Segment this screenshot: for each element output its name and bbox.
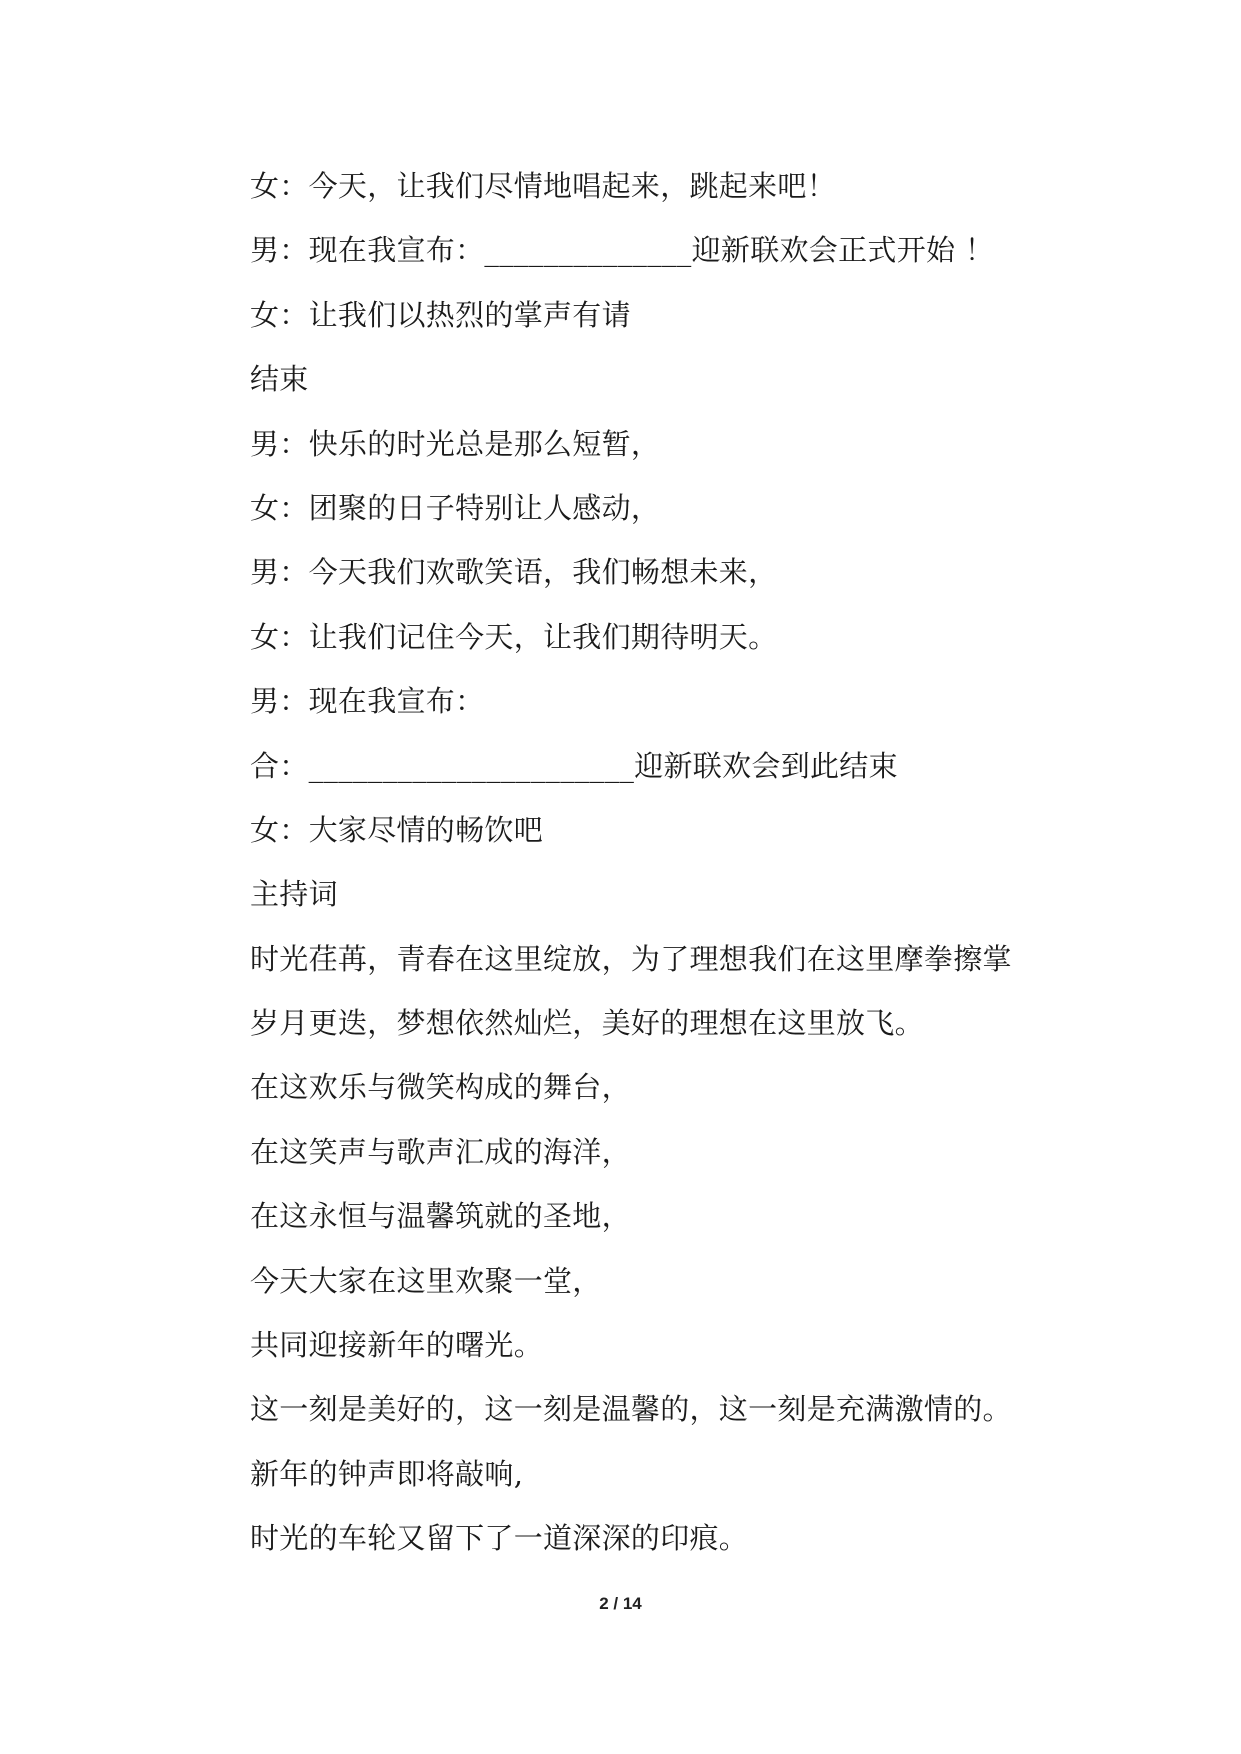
text-line: 今天大家在这里欢聚一堂， [250, 1263, 602, 1298]
text-line: 男：现在我宣布：______________迎新联欢会正式开始 ！ [250, 233, 995, 268]
text-line: 女：让我们以热烈的掌声有请 [250, 297, 631, 332]
page-number: 2 / 14 [599, 1594, 642, 1613]
text-line: 在这欢乐与微笑构成的舞台， [250, 1070, 631, 1105]
text-line: 共同迎接新年的曙光。 [250, 1328, 544, 1363]
text-line: 男：现在我宣布： [250, 684, 485, 719]
text-line: 新年的钟声即将敲响, [250, 1456, 524, 1491]
text-line: 这一刻是美好的，这一刻是温馨的，这一刻是充满激情的。 [250, 1392, 1012, 1427]
document-body [250, 154, 1130, 1571]
text-line: 女：让我们记住今天，让我们期待明天。 [250, 619, 778, 654]
section-heading: 结束 [250, 362, 309, 397]
text-line: 时光荏苒，青春在这里绽放，为了理想我们在这里摩拳擦掌 [250, 941, 1012, 976]
section-heading: 主持词 [250, 877, 338, 912]
text-line: 在这笑声与歌声汇成的海洋， [250, 1134, 631, 1169]
text-line: 时光的车轮又留下了一道深深的印痕。 [250, 1521, 749, 1556]
text-line: 男：快乐的时光总是那么短暂， [250, 426, 661, 461]
text-line: 岁月更迭，梦想依然灿烂，美好的理想在这里放飞。 [250, 1006, 924, 1041]
text-line: 合：______________________迎新联欢会到此结束 [250, 748, 898, 783]
text-line: 在这永恒与温馨筑就的圣地， [250, 1199, 631, 1234]
text-line: 女：今天，让我们尽情地唱起来，跳起来吧！ [250, 169, 837, 203]
text-line: 女：团聚的日子特别让人感动， [250, 490, 661, 525]
text-line: 男：今天我们欢歌笑语，我们畅想未来， [250, 555, 778, 590]
text-line: 女：大家尽情的畅饮吧 [250, 812, 544, 847]
